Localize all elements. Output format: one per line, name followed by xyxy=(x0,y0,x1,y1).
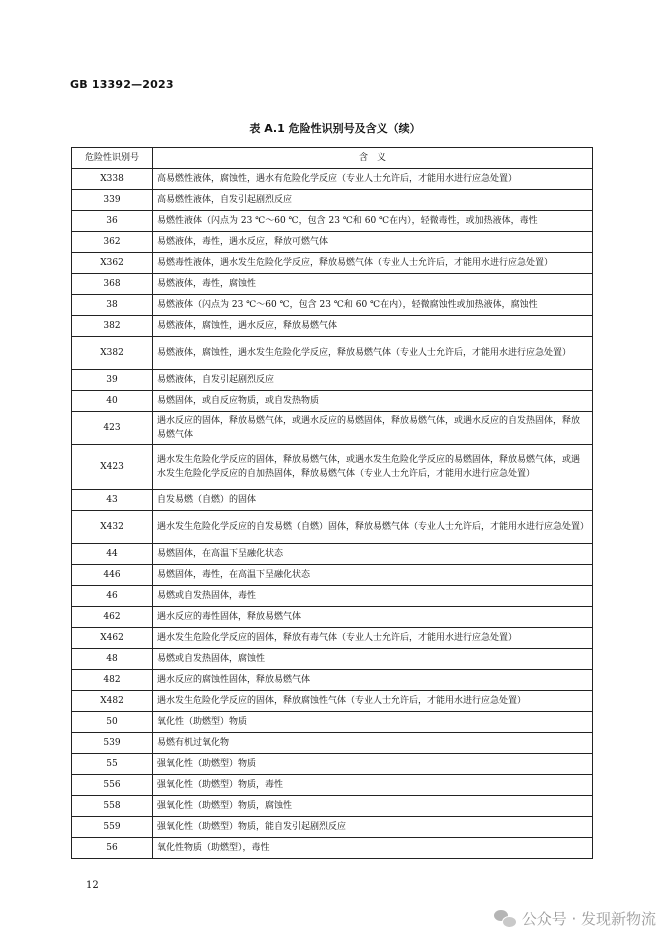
table-row xyxy=(72,253,593,274)
table-row xyxy=(72,169,593,190)
table-row xyxy=(72,337,593,370)
hazard-code-cell: 556 xyxy=(72,775,153,796)
hazard-meaning-cell: 易燃固体，在高温下呈融化状态 xyxy=(153,544,593,565)
table-row xyxy=(72,796,593,817)
hazard-meaning-cell: 易燃液体（闪点为 23 ℃～60 ℃，包含 23 ℃和 60 ℃在内），轻微腐蚀性或加热液体，腐蚀性 xyxy=(153,295,593,316)
table-row xyxy=(72,712,593,733)
hazard-code-cell: 39 xyxy=(72,370,153,391)
hazard-code-cell: 43 xyxy=(72,490,153,511)
hazard-meaning-cell: 高易燃性液体，腐蚀性，遇水有危险化学反应（专业人士允许后，才能用水进行应急处置） xyxy=(153,169,593,190)
hazard-meaning-cell: 易燃液体，腐蚀性，遇水反应，释放易燃气体 xyxy=(153,316,593,337)
column-header-meaning: 含 义 xyxy=(153,148,593,169)
table-row xyxy=(72,586,593,607)
hazard-meaning-cell: 自发易燃（自燃）的固体 xyxy=(153,490,593,511)
table-row xyxy=(72,490,593,511)
table-row xyxy=(72,190,593,211)
hazard-meaning-cell: 易燃固体，毒性，在高温下呈融化状态 xyxy=(153,565,593,586)
watermark-text: 公众号 · 发现新物流 xyxy=(521,910,656,928)
hazard-meaning-cell: 易燃有机过氧化物 xyxy=(153,733,593,754)
hazard-code-cell: X462 xyxy=(72,628,153,649)
hazard-code-cell: X382 xyxy=(72,337,153,370)
column-header-code: 危险性识别号 xyxy=(72,148,153,169)
table-row xyxy=(72,649,593,670)
table-row xyxy=(72,817,593,838)
table-row xyxy=(72,445,593,490)
hazard-code-cell: 36 xyxy=(72,211,153,232)
hazard-meaning-cell: 遇水发生危险化学反应的固体，释放易燃气体，或遇水发生危险化学反应的易燃固体，释放易燃气体，或遇水发生危险化学反应的自加热固体，释放易燃气体（专业人士允许后，才能用水进行应急处置） xyxy=(153,445,593,490)
table-row xyxy=(72,754,593,775)
hazard-code-cell: 44 xyxy=(72,544,153,565)
hazard-code-cell: 56 xyxy=(72,838,153,859)
hazard-meaning-cell: 强氧化性（助燃型）物质，腐蚀性 xyxy=(153,796,593,817)
table-row xyxy=(72,691,593,712)
table-row xyxy=(72,316,593,337)
hazard-code-cell: 368 xyxy=(72,274,153,295)
page-number: 12 xyxy=(86,880,99,891)
hazard-meaning-cell: 易燃液体，毒性，腐蚀性 xyxy=(153,274,593,295)
table-row xyxy=(72,232,593,253)
hazard-code-cell: 46 xyxy=(72,586,153,607)
table-row xyxy=(72,412,593,445)
hazard-meaning-cell: 强氧化性（助燃型）物质，毒性 xyxy=(153,775,593,796)
hazard-meaning-cell: 易燃液体，自发引起剧烈反应 xyxy=(153,370,593,391)
hazard-code-cell: 482 xyxy=(72,670,153,691)
hazard-code-cell: 558 xyxy=(72,796,153,817)
table-title: 表 A.1 危险性识别号及含义（续） xyxy=(249,122,421,135)
table-row xyxy=(72,391,593,412)
table-row xyxy=(72,628,593,649)
hazard-code-cell: X432 xyxy=(72,511,153,544)
standard-number: GB 13392—2023 xyxy=(70,78,174,91)
hazard-code-cell: 50 xyxy=(72,712,153,733)
hazard-meaning-cell: 氧化性物质（助燃型），毒性 xyxy=(153,838,593,859)
table-row xyxy=(72,211,593,232)
hazard-meaning-cell: 易燃液体，毒性，遇水反应，释放可燃气体 xyxy=(153,232,593,253)
table-row xyxy=(72,295,593,316)
hazard-code-cell: 539 xyxy=(72,733,153,754)
hazard-meaning-cell: 高易燃性液体，自发引起剧烈反应 xyxy=(153,190,593,211)
hazard-code-cell: X423 xyxy=(72,445,153,490)
hazard-meaning-cell: 氧化性（助燃型）物质 xyxy=(153,712,593,733)
table-row xyxy=(72,274,593,295)
hazard-code-cell: 462 xyxy=(72,607,153,628)
table-row xyxy=(72,565,593,586)
hazard-code-cell: 559 xyxy=(72,817,153,838)
hazard-code-cell: 362 xyxy=(72,232,153,253)
hazard-meaning-cell: 遇水反应的固体，释放易燃气体，或遇水反应的易燃固体，释放易燃气体，或遇水反应的自发热固体，释放易燃气体 xyxy=(153,412,593,445)
table-row xyxy=(72,775,593,796)
hazard-code-cell: 382 xyxy=(72,316,153,337)
hazard-code-cell: 446 xyxy=(72,565,153,586)
hazard-code-cell: 48 xyxy=(72,649,153,670)
hazard-meaning-cell: 易燃性液体（闪点为 23 ℃～60 ℃，包含 23 ℃和 60 ℃在内），轻微毒性，或加热液体，毒性 xyxy=(153,211,593,232)
hazard-meaning-cell: 遇水反应的腐蚀性固体，释放易燃气体 xyxy=(153,670,593,691)
hazard-meaning-cell: 遇水发生危险化学反应的自发易燃（自燃）固体，释放易燃气体（专业人士允许后，才能用水进行应急处置） xyxy=(153,511,593,544)
table-row xyxy=(72,511,593,544)
hazard-code-cell: 339 xyxy=(72,190,153,211)
hazard-meaning-cell: 易燃或自发热固体，腐蚀性 xyxy=(153,649,593,670)
hazard-meaning-cell: 强氧化性（助燃型）物质 xyxy=(153,754,593,775)
table-row xyxy=(72,607,593,628)
table-row xyxy=(72,370,593,391)
hazard-code-cell: X482 xyxy=(72,691,153,712)
hazard-code-cell: 55 xyxy=(72,754,153,775)
hazard-code-cell: X362 xyxy=(72,253,153,274)
table-row xyxy=(72,670,593,691)
hazard-meaning-cell: 强氧化性（助燃型）物质，能自发引起剧烈反应 xyxy=(153,817,593,838)
table-row xyxy=(72,544,593,565)
hazard-code-cell: 38 xyxy=(72,295,153,316)
hazard-code-cell: X338 xyxy=(72,169,153,190)
hazard-meaning-cell: 遇水反应的毒性固体，释放易燃气体 xyxy=(153,607,593,628)
hazard-meaning-cell: 易燃或自发热固体，毒性 xyxy=(153,586,593,607)
hazard-meaning-cell: 易燃毒性液体，遇水发生危险化学反应，释放易燃气体（专业人士允许后，才能用水进行应急处置） xyxy=(153,253,593,274)
watermark xyxy=(494,908,656,929)
hazard-meaning-cell: 遇水发生危险化学反应的固体，释放腐蚀性气体（专业人士允许后，才能用水进行应急处置） xyxy=(153,691,593,712)
hazard-meaning-cell: 易燃固体，或自反应物质，或自发热物质 xyxy=(153,391,593,412)
wechat-icon xyxy=(494,910,516,928)
hazard-meaning-cell: 遇水发生危险化学反应的固体，释放有毒气体（专业人士允许后，才能用水进行应急处置） xyxy=(153,628,593,649)
table-row xyxy=(72,733,593,754)
table-row xyxy=(72,838,593,859)
hazard-code-cell: 40 xyxy=(72,391,153,412)
hazard-code-cell: 423 xyxy=(72,412,153,445)
hazard-id-table xyxy=(71,147,593,859)
hazard-meaning-cell: 易燃液体，腐蚀性，遇水发生危险化学反应，释放易燃气体（专业人士允许后，才能用水进行应急处置） xyxy=(153,337,593,370)
